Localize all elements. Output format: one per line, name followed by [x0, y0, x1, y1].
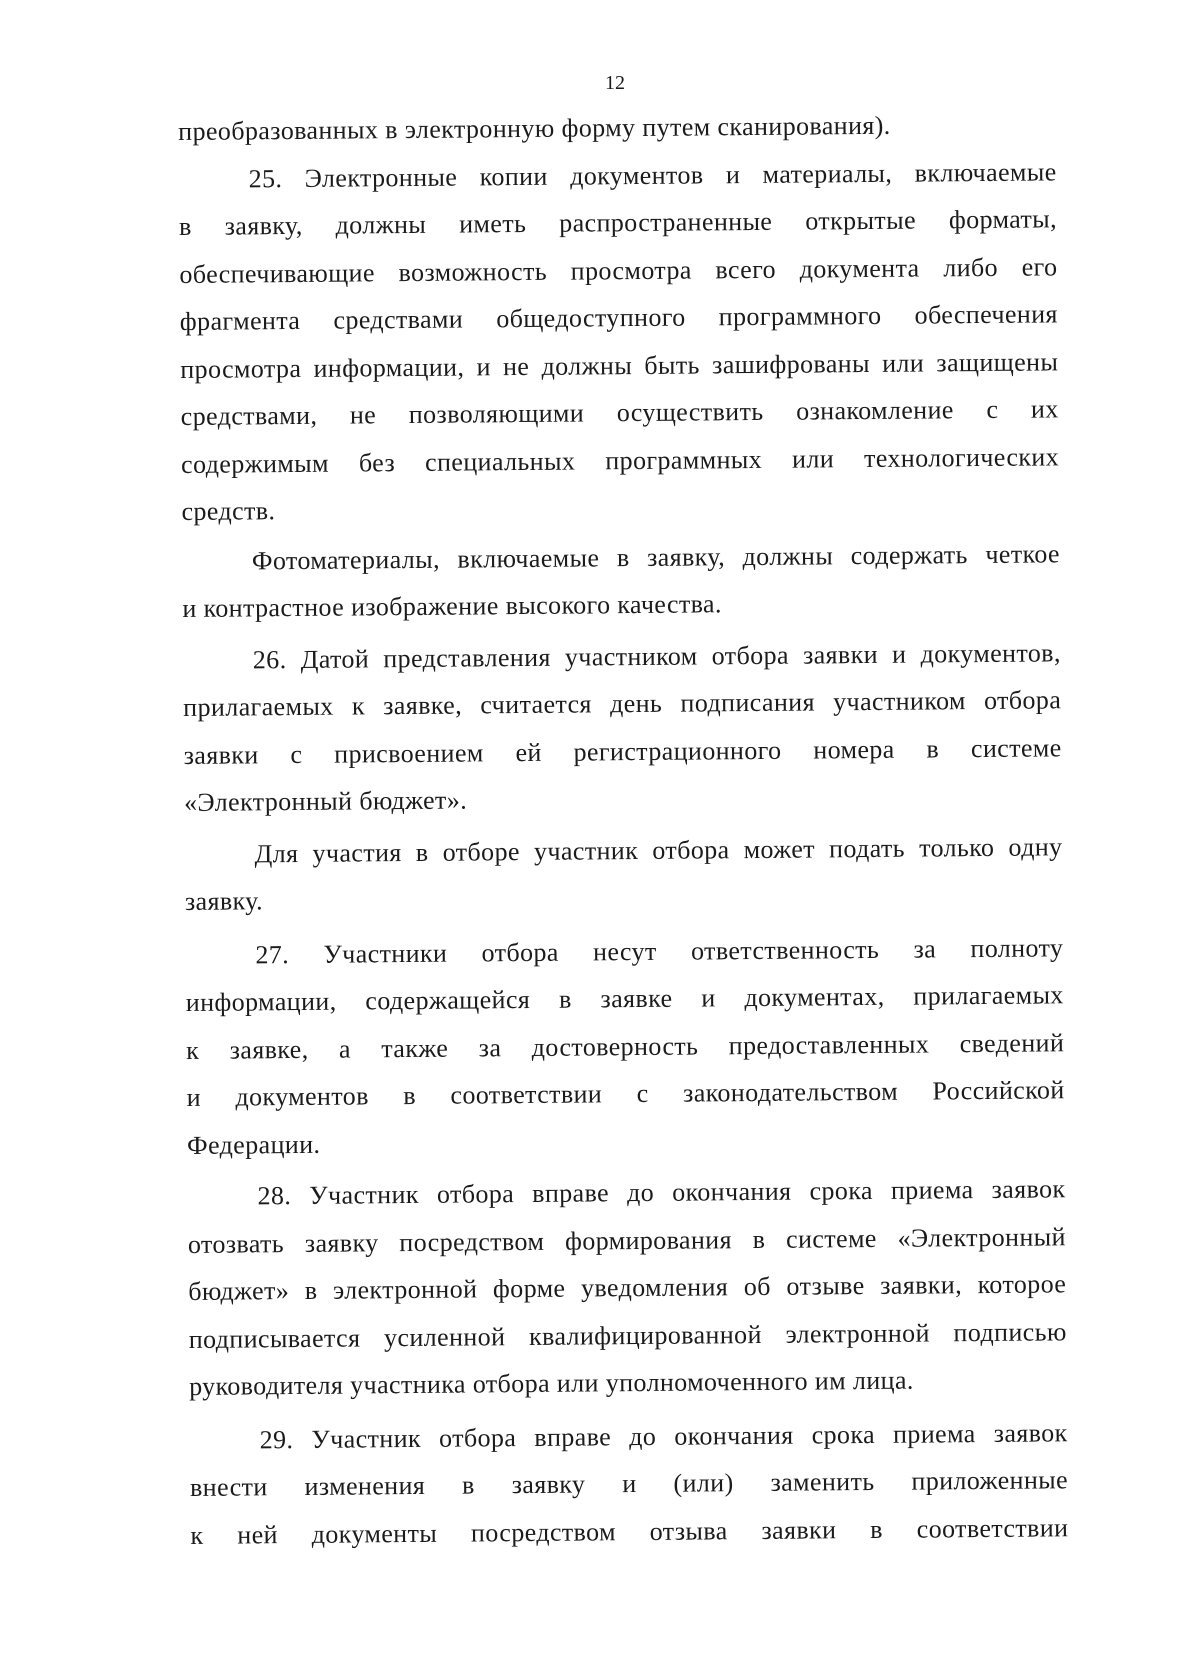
text-line: 29. Участник отбора вправе до окончания срока приема заявок: [259, 1417, 1068, 1454]
text-line: подписывается усиленной квалифицированной электронной подписью: [188, 1316, 1067, 1354]
document-body: [178, 100, 1069, 1559]
text-line: и документов в соответствии с законодательством Российской: [186, 1075, 1065, 1112]
paragraph: [189, 1409, 1068, 1559]
text-line: просмотра информации, и не должны быть зашифрованы или защищены: [180, 346, 1059, 384]
text-line: информации, содержащейся в заявке и документах, прилагаемых: [185, 980, 1064, 1017]
text-line: прилагаемых к заявке, считается день подписания участником отбора: [183, 685, 1062, 722]
text-line: 25. Электронные копии документов и материалы, включаемые: [248, 156, 1057, 193]
text-line: 26. Датой представления участником отбора заявки и документов,: [252, 637, 1061, 674]
page-number: 12: [605, 72, 625, 94]
text-line: «Электронный бюджет».: [183, 785, 468, 817]
paragraph: [184, 823, 1063, 926]
text-line: бюджет» в электронной форме уведомления об отзыве заявки, которое: [188, 1269, 1067, 1306]
paragraph: [187, 1165, 1067, 1410]
paragraph: [183, 629, 1063, 827]
text-line: и контрастное изображение высокого качества.: [182, 589, 722, 623]
text-line: средствами, не позволяющими осуществить ознакомление с их: [180, 394, 1059, 431]
text-line: отозвать заявку посредством формирования в системе «Электронный: [187, 1221, 1067, 1259]
text-line: руководителя участника отбора или уполномоченного им лица.: [189, 1365, 914, 1401]
paragraph: [185, 924, 1065, 1169]
text-line: заявку.: [184, 886, 264, 916]
text-line: 27. Участники отбора несут ответственность за полноту: [255, 932, 1064, 969]
text-line: Для участия в отборе участник отбора может подать только одну: [254, 831, 1063, 868]
text-line: средств.: [181, 496, 276, 526]
paragraph: [178, 148, 1059, 536]
text-line: фрагмента средствами общедоступного программного обеспечения: [179, 299, 1058, 336]
text-line: внести изменения в заявку и (или) заменить приложенные: [189, 1465, 1069, 1502]
text-line: преобразованных в электронную форму путем сканирования).: [178, 110, 891, 146]
paragraph: [182, 530, 1061, 633]
text-line: к ней документы посредством отзыва заявки в соответствии: [190, 1512, 1069, 1550]
text-line: содержимым без специальных программных или технологических: [180, 441, 1060, 479]
text-line: Фотоматериалы, включаемые в заявку, должны содержать четкое: [251, 538, 1061, 575]
paragraph: [178, 100, 1056, 155]
text-line: Федерации.: [186, 1129, 321, 1160]
text-line: к заявке, а также за достоверность предоставленных сведений: [186, 1027, 1065, 1065]
text-line: в заявку, должны иметь распространенные открытые форматы,: [178, 204, 1058, 241]
text-line: заявки с присвоением ей регистрационного номера в системе: [183, 732, 1062, 770]
text-line: обеспечивающие возможность просмотра всего документа либо его: [179, 251, 1058, 289]
text-line: 28. Участник отбора вправе до окончания срока приема заявок: [257, 1174, 1066, 1211]
